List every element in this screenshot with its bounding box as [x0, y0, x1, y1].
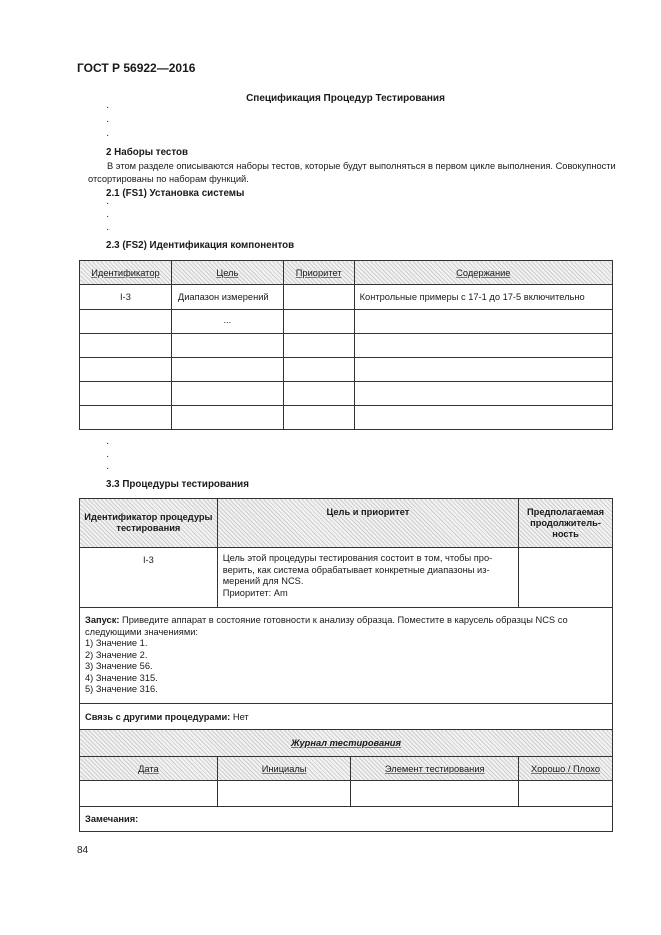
col-header-goal: Цель — [171, 261, 283, 285]
document-header: ГОСТ Р 56922—2016 — [77, 61, 196, 75]
goal-line: верить, как система обрабатывает конкретные диапазоны из- — [222, 564, 490, 575]
bullet: · — [106, 224, 110, 235]
journal-title: Журнал тестирования — [80, 730, 613, 757]
procedure-duration — [519, 548, 613, 608]
procedure-priority: Приоритет: Am — [222, 587, 288, 598]
journal-header-initials: Инициалы — [217, 757, 351, 781]
table-cell: Контрольные примеры с 17-1 до 17-5 включительно — [354, 285, 612, 310]
table-cell — [283, 358, 354, 382]
table-cell — [519, 781, 613, 807]
journal-header-item: Элемент тестирования — [351, 757, 519, 781]
table-cell — [354, 382, 612, 406]
remarks: Замечания: — [80, 807, 613, 832]
table-cell — [351, 781, 519, 807]
table-cell: Диапазон измерений — [171, 285, 283, 310]
section-2-1-heading: 2.1 (FS1) Установка системы — [106, 188, 245, 199]
table-cell: ... — [171, 310, 283, 334]
table-cell — [283, 406, 354, 430]
table-cell — [283, 310, 354, 334]
col-header-goal-priority: Цель и приоритет — [217, 499, 518, 548]
table-cell — [171, 382, 283, 406]
bullet: · — [106, 198, 110, 209]
launch-instructions: Приведите аппарат в состояние готовности к анализу образца. Поместите в карусель образцы NCS со следующими значениями: — [85, 615, 568, 637]
bullet: · — [106, 451, 110, 462]
goal-line: мерений для NCS. — [222, 576, 304, 586]
test-procedure-table — [79, 498, 613, 832]
bullet: · — [106, 211, 110, 222]
related-value: Нет — [230, 711, 249, 722]
table-cell: I-3 — [80, 285, 172, 310]
table-cell — [283, 334, 354, 358]
table-cell — [80, 358, 172, 382]
journal-header-result: Хорошо / Плохо — [519, 757, 613, 781]
bullet: · — [106, 438, 110, 449]
col-header-identifier: Идентификатор — [80, 261, 172, 285]
table-cell — [283, 382, 354, 406]
launch-item: 2) Значение 2. — [85, 649, 148, 660]
table-cell — [354, 406, 612, 430]
table-cell — [171, 406, 283, 430]
table-cell — [80, 781, 218, 807]
table-cell — [80, 382, 172, 406]
related-label: Связь с другими процедурами: — [85, 711, 231, 722]
col-header-content: Содержание — [354, 261, 612, 285]
related-procedures — [80, 704, 613, 730]
journal-header-date: Дата — [80, 757, 218, 781]
launch-item: 1) Значение 1. — [85, 638, 148, 648]
page-number: 84 — [77, 845, 89, 856]
launch-item: 5) Значение 316. — [85, 684, 158, 694]
goal-line: Цель этой процедуры тестирования состоит в том, чтобы про- — [222, 553, 493, 563]
launch-item: 4) Значение 315. — [85, 672, 158, 683]
table-cell — [354, 334, 612, 358]
bullet: · — [106, 463, 110, 474]
section-3-3-heading: 3.3 Процедуры тестирования — [106, 479, 249, 490]
section-2-3-heading: 2.3 (FS2) Идентификация компонентов — [106, 240, 295, 251]
launch-label: Запуск: — [85, 615, 120, 625]
launch-text — [85, 615, 607, 638]
bullet: · — [106, 130, 110, 141]
bullet: · — [106, 116, 110, 127]
col-header-priority: Приоритет — [283, 261, 354, 285]
table-cell — [80, 310, 172, 334]
table-cell — [80, 406, 172, 430]
table-cell — [354, 358, 612, 382]
col-header-duration: Предполагаемая продолжитель-ность — [519, 499, 613, 548]
procedure-id: I-3 — [80, 548, 218, 608]
table-cell — [80, 334, 172, 358]
table-cell — [171, 358, 283, 382]
components-table — [79, 260, 613, 430]
col-header-procedure-id: Идентификатор процедуры тестирования — [80, 499, 218, 548]
section-2-heading: 2 Наборы тестов — [106, 147, 189, 158]
launch-section — [80, 608, 613, 704]
procedure-goal — [217, 548, 518, 608]
table-cell — [354, 310, 612, 334]
section-2-paragraph: В этом разделе описываются наборы тестов, которые будут выполняться в первом цикле выполнения. Совокупности отсортированы по наборам функций. — [88, 161, 616, 184]
table-cell — [283, 285, 354, 310]
spec-title: Спецификация Процедур Тестирования — [246, 93, 445, 104]
table-cell — [171, 334, 283, 358]
table-cell — [217, 781, 351, 807]
bullet: · — [106, 102, 110, 113]
launch-item: 3) Значение 56. — [85, 661, 153, 671]
